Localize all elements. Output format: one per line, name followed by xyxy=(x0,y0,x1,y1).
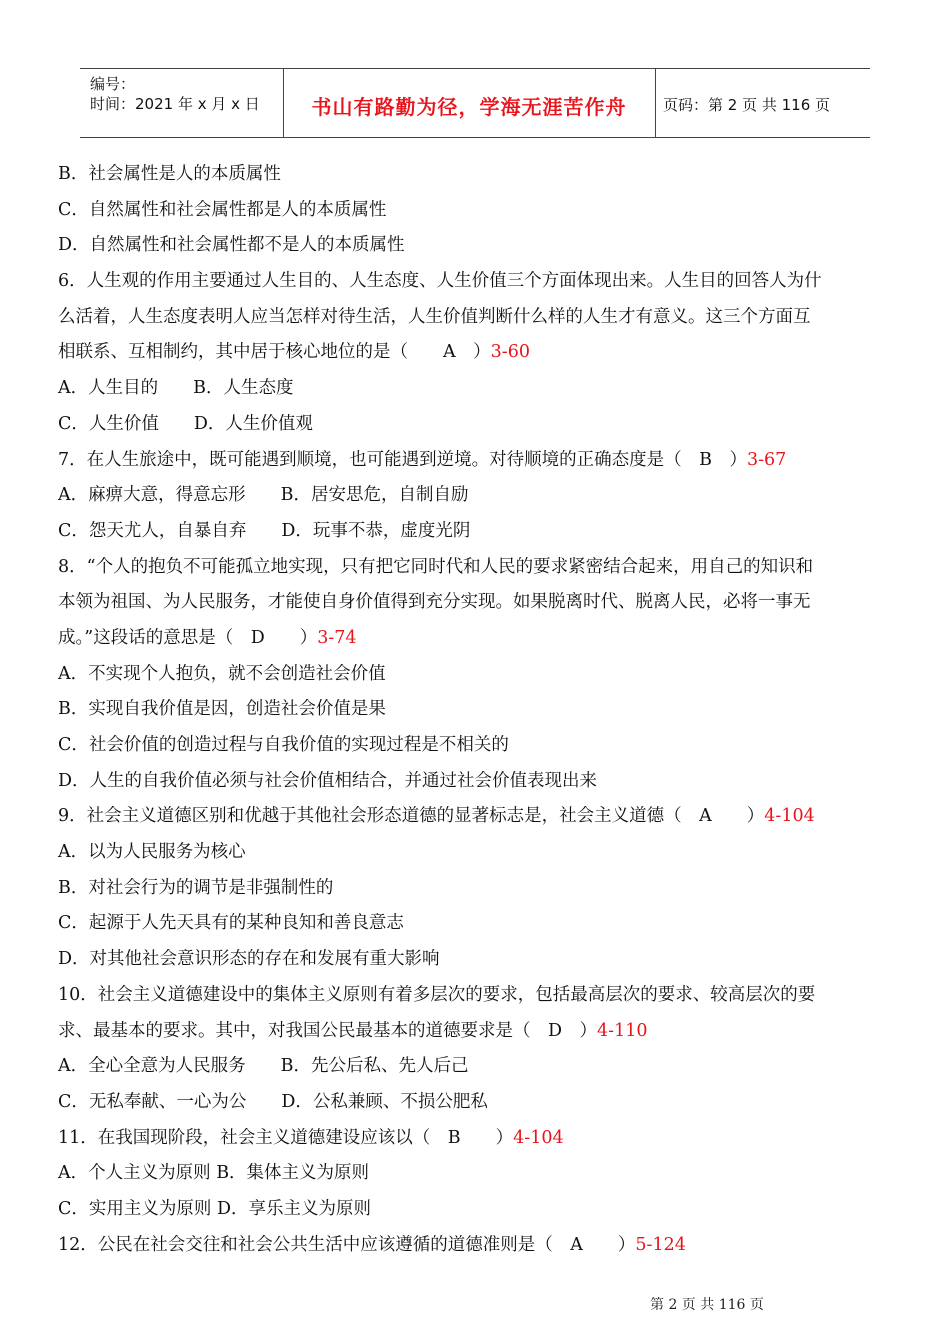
line-text: 成。”这段话的意思是（ D ） xyxy=(58,627,318,648)
text-line xyxy=(58,1049,898,1085)
text-line xyxy=(58,371,898,407)
line-text: 么活着，人生态度表明人应当怎样对待生活，人生价值判断什么样的人生才有意义。这三个方面互 xyxy=(58,306,811,327)
text-line xyxy=(58,264,898,300)
text-line xyxy=(58,906,898,942)
question-line xyxy=(58,335,898,371)
text-line xyxy=(58,764,898,800)
text-line xyxy=(58,228,898,264)
line-text: 10．社会主义道德建设中的集体主义原则有着多层次的要求，包括最高层次的要求、较高层次的要 xyxy=(58,984,816,1005)
textbook-page-reference: 4-104 xyxy=(513,1127,564,1148)
text-line xyxy=(58,193,898,229)
line-text: C．怨天尤人，自暴自弃 D．玩事不恭，虚度光阴 xyxy=(58,520,471,541)
question-line xyxy=(58,1121,898,1157)
question-line xyxy=(58,1228,898,1264)
line-text: A．麻痹大意，得意忘形 B．居安思危，自制自励 xyxy=(58,485,469,506)
text-line xyxy=(58,478,898,514)
line-text: D．自然属性和社会属性都不是人的本质属性 xyxy=(58,235,405,256)
document-date: 时间：2021 年 x 月 x 日 xyxy=(90,95,260,113)
text-line xyxy=(58,1085,898,1121)
text-line xyxy=(58,835,898,871)
line-text: 求、最基本的要求。其中，对我国公民最基本的道德要求是（ D ） xyxy=(58,1020,598,1041)
line-text: 12．公民在社会交往和社会公共生活中应该遵循的道德准则是（ A ） xyxy=(58,1234,636,1255)
line-text: A．人生目的 B．人生态度 xyxy=(58,378,294,399)
line-text: A．不实现个人抱负，就不会创造社会价值 xyxy=(58,663,386,684)
text-line xyxy=(58,978,898,1014)
line-text: C．自然属性和社会属性都是人的本质属性 xyxy=(58,199,387,220)
text-line xyxy=(58,157,898,193)
header-page-info: 页码：第 2 页 共 116 页 xyxy=(663,96,831,114)
line-text: 相联系、互相制约，其中居于核心地位的是（ A ） xyxy=(58,342,491,363)
header-page-cell xyxy=(655,69,870,137)
line-text: C．社会价值的创造过程与自我价值的实现过程是不相关的 xyxy=(58,735,509,755)
motto-text: 书山有路勤为径，学海无涯苦作舟 xyxy=(311,95,627,119)
textbook-page-reference: 3-60 xyxy=(490,342,530,363)
line-text: 8．“个人的抱负不可能孤立地实现，只有把它同时代和人民的要求紧密结合起来，用自己的知识和 xyxy=(58,556,814,577)
text-line xyxy=(58,300,898,336)
header-left-cell xyxy=(80,69,284,137)
question-line xyxy=(58,799,898,835)
text-line xyxy=(58,1156,898,1192)
text-line xyxy=(58,407,898,443)
line-text: A．个人主义为原则 B．集体主义为原则 xyxy=(58,1163,370,1184)
question-line xyxy=(58,443,898,479)
textbook-page-reference: 4-110 xyxy=(597,1020,648,1041)
line-text: C．起源于人先天具有的某种良知和善良意志 xyxy=(58,913,404,934)
text-line xyxy=(58,728,898,764)
text-line xyxy=(58,514,898,550)
text-line xyxy=(58,657,898,693)
line-text: 本领为祖国、为人民服务，才能使自身价值得到充分实现。如果脱离时代、脱离人民，必将一事无 xyxy=(58,592,811,613)
header-motto-cell xyxy=(283,69,656,137)
text-line xyxy=(58,585,898,621)
line-text: C．实用主义为原则 D．享乐主义为原则 xyxy=(58,1198,371,1219)
textbook-page-reference: 3-74 xyxy=(317,627,357,648)
line-text: 6．人生观的作用主要通过人生目的、人生态度、人生价值三个方面体现出来。人生目的回答人为什 xyxy=(58,271,822,292)
text-line xyxy=(58,871,898,907)
document-body xyxy=(58,157,898,1263)
question-line xyxy=(58,621,898,657)
text-line xyxy=(58,692,898,728)
line-text: C．无私奉献、一心为公 D．公私兼顾、不损公肥私 xyxy=(58,1091,488,1112)
document-number-label: 编号： xyxy=(90,75,136,93)
text-line xyxy=(58,1192,898,1228)
line-text: D．对其他社会意识形态的存在和发展有重大影响 xyxy=(58,949,440,970)
textbook-page-reference: 5-124 xyxy=(635,1234,686,1255)
textbook-page-reference: 4-104 xyxy=(764,806,815,827)
line-text: B．社会属性是人的本质属性 xyxy=(58,164,281,184)
line-text: B．实现自我价值是因，创造社会价值是果 xyxy=(58,699,386,720)
line-text: 7．在人生旅途中，既可能遇到顺境，也可能遇到逆境。对待顺境的正确态度是（ B ） xyxy=(58,449,747,470)
page-footer: 第 2 页 共 116 页 xyxy=(650,1297,764,1313)
line-text: C．人生价值 D．人生价值观 xyxy=(58,413,313,434)
line-text: 11．在我国现阶段，社会主义道德建设应该以（ B ） xyxy=(58,1127,514,1148)
line-text: A．以为人民服务为核心 xyxy=(58,842,246,863)
text-line xyxy=(58,550,898,586)
textbook-page-reference: 3-67 xyxy=(747,449,787,470)
page-header xyxy=(80,68,870,138)
text-line xyxy=(58,942,898,978)
line-text: D．人生的自我价值必须与社会价值相结合，并通过社会价值表现出来 xyxy=(58,770,598,791)
line-text: 9．社会主义道德区别和优越于其他社会形态道德的显著标志是，社会主义道德（ A ） xyxy=(58,806,765,827)
question-line xyxy=(58,1014,898,1050)
line-text: A．全心全意为人民服务 B．先公后私、先人后己 xyxy=(58,1056,469,1077)
line-text: B．对社会行为的调节是非强制性的 xyxy=(58,877,334,898)
